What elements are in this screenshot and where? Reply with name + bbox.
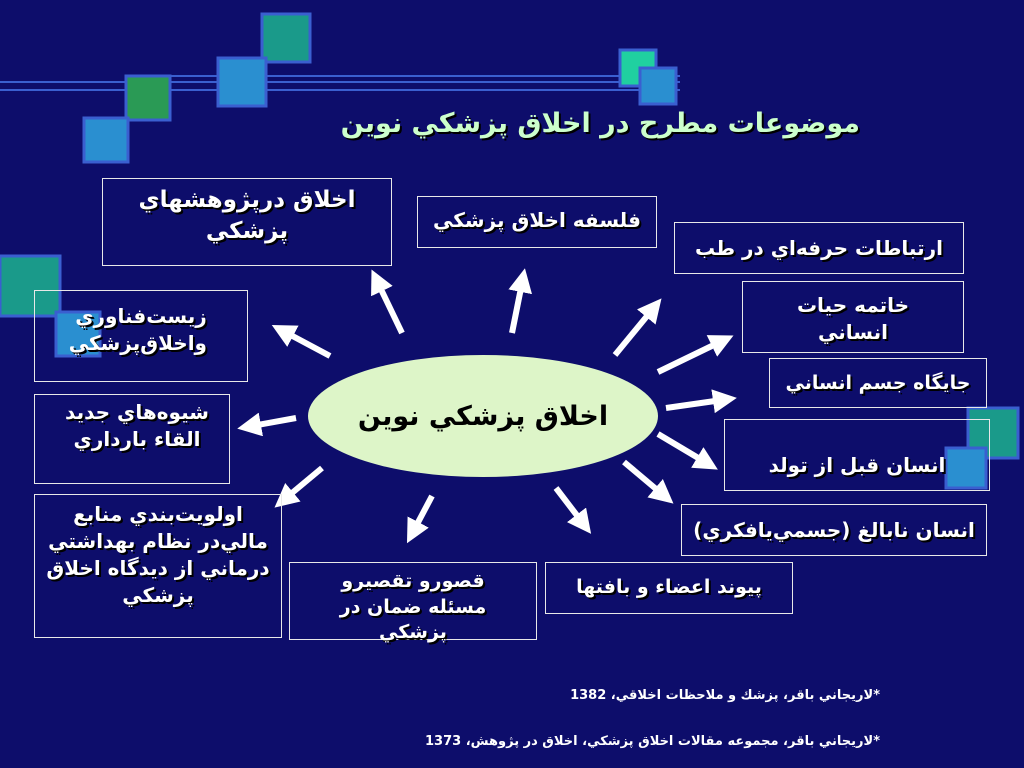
arrow-5	[666, 400, 722, 408]
topic-philosophy: فلسفه اخلاق پزشكي	[417, 196, 657, 248]
topic-human-body: جايگاه جسم انساني	[769, 358, 987, 408]
topic-minor: انسان نابالغ (جسمي‌يافكري)	[681, 504, 987, 556]
topic-professional-relations: ارتباطات حرفه‌اي در طب	[674, 222, 964, 274]
topic-malpractice: قصورو تقصيرو مسئله ضمان در پزشكي	[289, 562, 537, 640]
topic-resource-prioritization: اولويت‌بندي منابع مالي‌در نظام بهداشتي درماني از ديدگاه اخلاق پزشكي	[34, 494, 282, 638]
slide-title: موضوعات مطرح در اخلاق پزشكي نوين	[340, 108, 860, 139]
arrow-8	[556, 488, 582, 522]
topic-biotechnology: زيست‌فناوري واخلاق‌پزشكي	[34, 290, 248, 382]
topic-before-birth: انسان قبل از تولد	[724, 419, 990, 491]
arrow-11	[252, 418, 296, 426]
arrow-4	[658, 342, 720, 372]
arrow-9	[414, 496, 432, 530]
arrow-1	[378, 283, 402, 333]
topic-new-pregnancy-methods: شيوه‌هاي جديد القاء بارداري	[34, 394, 230, 484]
arrow-2	[512, 283, 522, 333]
arrow-6	[658, 434, 705, 462]
topic-transplant: پيوند اعضاء و بافتها	[545, 562, 793, 614]
central-label: اخلاق پزشكي نوين	[357, 400, 609, 432]
central-ellipse	[308, 355, 658, 477]
arrow-12	[285, 332, 330, 356]
reference-1: *لاريجاني باقر، پزشك و ملاحظات اخلاقي، 1382	[570, 688, 880, 703]
arrow-3	[615, 310, 652, 355]
arrow-10	[286, 468, 322, 498]
reference-2: *لاريجاني باقر، مجموعه مقالات اخلاق پزشكي، اخلاق در پژوهش، 1373	[425, 734, 880, 749]
topic-research-ethics: اخلاق درپژوهشهاي پزشكي	[102, 178, 392, 266]
topic-end-of-life: خاتمه حيات انساني	[742, 281, 964, 353]
arrow-7	[624, 462, 662, 494]
